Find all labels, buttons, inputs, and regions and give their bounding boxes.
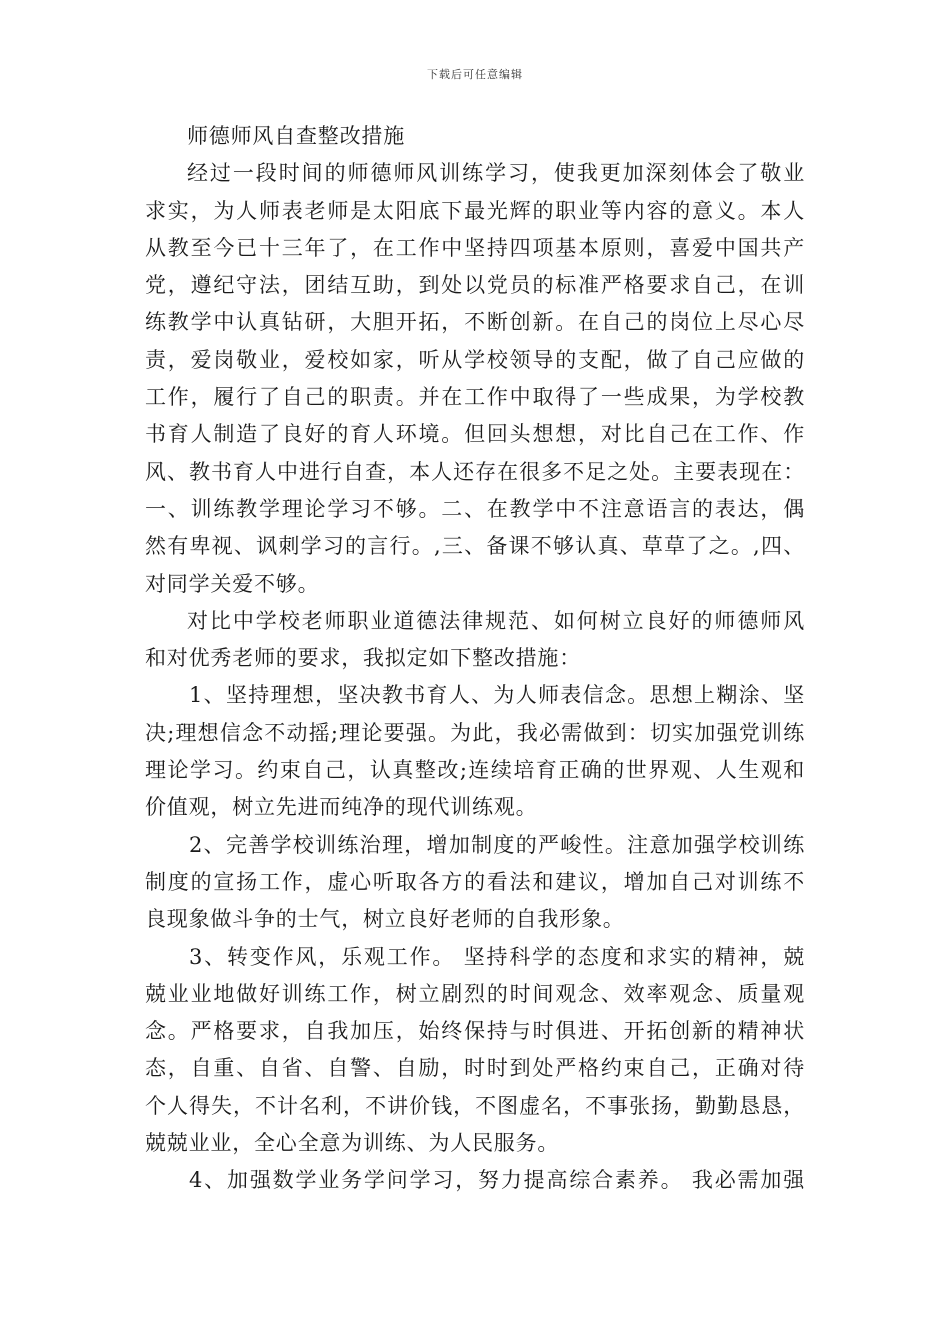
paragraph-line: 求实，为人师表老师是太阳底下最光辉的职业等内容的意义。本人: [145, 198, 805, 223]
paragraph-line: 风、教书育人中进行自查，本人还存在很多不足之处。主要表现在：: [145, 459, 805, 484]
paragraph-line: 从教至今已十三年了，在工作中坚持四项基本原则，喜爱中国共产: [145, 235, 805, 260]
paragraph-line: 经过一段时间的师德师风训练学习，使我更加深刻体会了敬业: [187, 161, 805, 186]
paragraph-line: 责，爱岗敬业，爱校如家，听从学校领导的支配，做了自己应做的: [145, 347, 805, 372]
header-note: 下载后可任意编辑: [427, 68, 523, 81]
paragraph-line: 价值观，树立先进而纯净的现代训练观。: [145, 795, 538, 820]
paragraph-line: 和对优秀老师的要求，我拟定如下整改措施：: [145, 646, 581, 671]
paragraph-line: 理论学习。约束自己，认真整改;连续培育正确的世界观、人生观和: [145, 758, 805, 783]
paragraph-line: 练教学中认真钻研，大胆开拓，不断创新。在自己的岗位上尽心尽: [145, 310, 805, 335]
paragraph-line: 兢兢业业，全心全意为训练、为人民服务。: [145, 1131, 560, 1156]
paragraph-line: 兢业业地做好训练工作，树立剧烈的时间观念、效率观念、质量观: [145, 981, 805, 1006]
paragraph-line: 态，自重、自省、自警、自励，时时到处严格约束自己，正确对待: [145, 1056, 805, 1081]
paragraph-line: 1、坚持理想，坚决教书育人、为人师表信念。思想上糊涂、坚: [189, 683, 805, 708]
paragraph-line: 决;理想信念不动摇;理论要强。为此，我必需做到：切实加强党训练: [145, 720, 805, 745]
paragraph-line: 党，遵纪守法，团结互助，到处以党员的标准严格要求自己，在训: [145, 273, 805, 298]
document-body: [145, 118, 805, 1200]
paragraph-line: 对同学关爱不够。: [145, 571, 320, 596]
paragraph-line: 2、完善学校训练治理，增加制度的严峻性。注意加强学校训练: [189, 832, 805, 857]
paragraph-line: 然有卑视、讽刺学习的言行。,三、备课不够认真、草草了之。,四、: [145, 534, 805, 559]
paragraph-line: 念。严格要求，自我加压，始终保持与时俱进、开拓创新的精神状: [145, 1019, 805, 1044]
document-title: 师德师风自查整改措施: [187, 124, 405, 148]
paragraph-line: 书育人制造了良好的育人环境。但回头想想，对比自己在工作、作: [145, 422, 805, 447]
paragraph-line: 工作，履行了自己的职责。并在工作中取得了一些成果，为学校教: [145, 385, 805, 410]
paragraph-line: 3、转变作风，乐观工作。 坚持科学的态度和求实的精神，兢: [189, 944, 805, 969]
paragraph-line: 良现象做斗争的士气，树立良好老师的自我形象。: [145, 907, 625, 932]
paragraph-line: 4、加强数学业务学问学习，努力提高综合素养。 我必需加强: [189, 1168, 805, 1193]
paragraph-line: 对比中学校老师职业道德法律规范、如何树立良好的师德师风: [187, 608, 805, 633]
paragraph-line: 一、训练教学理论学习不够。二、在教学中不注意语言的表达，偶: [145, 496, 805, 521]
paragraph-line: 制度的宣扬工作，虚心听取各方的看法和建议，增加自己对训练不: [145, 869, 805, 894]
paragraph-line: 个人得失，不计名利，不讲价钱，不图虚名，不事张扬，勤勤恳恳，: [145, 1093, 805, 1118]
